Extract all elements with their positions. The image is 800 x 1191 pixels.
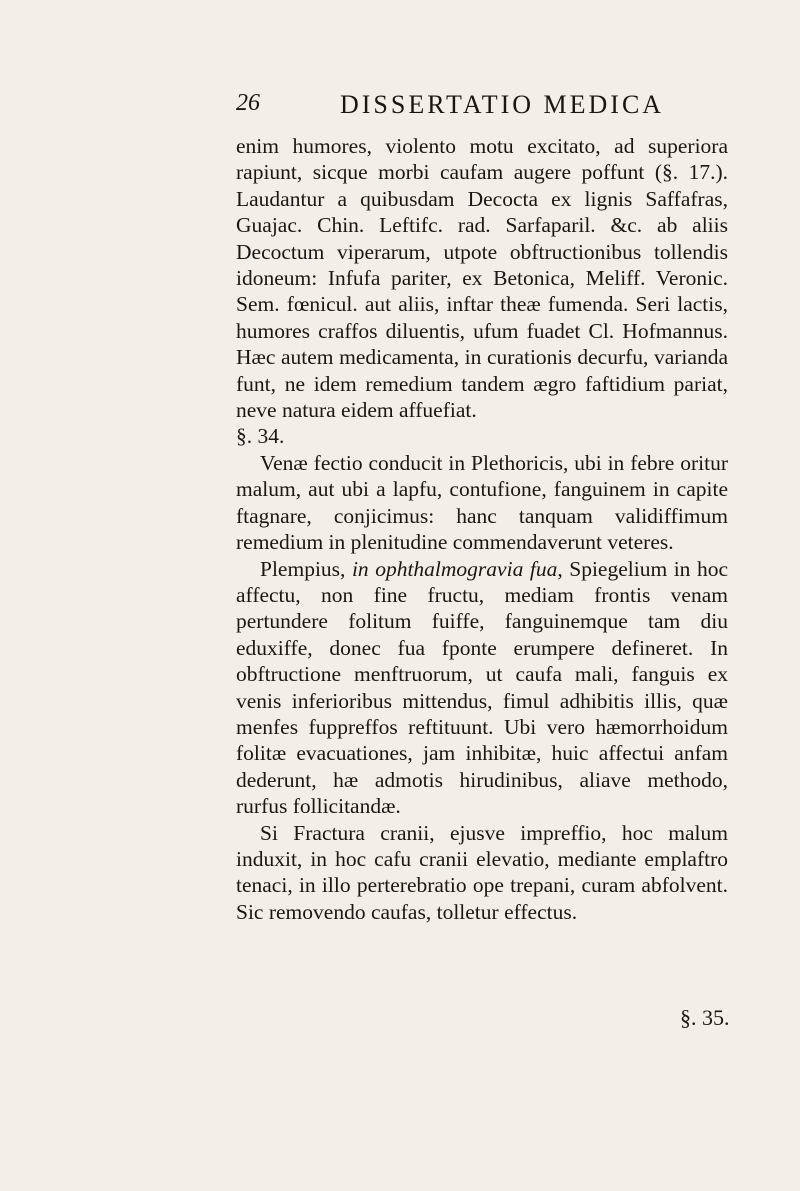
paragraph-1: enim humores, violento motu excitato, ad superiora rapiunt, sicque morbi caufam augere poffunt (§. 17.). Laudantur a quibusdam Decocta ex lignis Saffafras, Guajac. Chin. Leftifc. rad. Sarfaparil. &c. ab aliis Decoctum viperarum, utpote obftructionibus tollendis idoneum: Infufa pariter, ex Betonica, Meliff. Veronic. Sem. fœnicul. aut aliis, inftar theæ fumenda. Seri lactis, humores craffos diluentis, ufum fuadet Cl. Hofmannus. Hæc autem medicamenta, in curationis decurfu, varianda funt, ne idem remedium tandem ægro faftidium pariat, neve natura eidem affuefiat. — [236, 134, 728, 423]
paragraph-3-start: Plempius, — [260, 556, 346, 581]
page-number: 26 — [236, 90, 260, 116]
page-header — [236, 90, 726, 130]
book-title: in ophthalmogravia fua — [351, 556, 558, 581]
catchword: §. 35. — [680, 1005, 730, 1030]
running-title: DISSERTATIO MEDICA — [340, 90, 665, 119]
paragraph-3-rest: , Spiegelium in hoc affectu, non fine fructu, mediam frontis venam pertundere folitum fuiffe, fanguinemque tam diu eduxiffe, donec fua fponte erumpere defineret. In obftructione menftruorum, ut caufa mali, fanguis ex venis inferioribus mittendus, fimul adhibitis illis, quæ menfes fuppreffos reftituunt. Ubi vero hæmorrhoidum folitæ evacuationes, jam inhibitæ, huic affectui anfam dederunt, hæ admotis hirudinibus, aliave methodo, rurfus follicitandæ. — [236, 556, 728, 819]
paragraph-3 — [236, 556, 728, 820]
paragraph-2: Venæ fectio conducit in Plethoricis, ubi in febre oritur malum, aut ubi a lapfu, contufione, fanguinem in capite ftagnare, conjicimus: hanc tanquam validiffimum remedium in plenitudine commendaverunt veteres. — [236, 450, 728, 555]
section-heading-34: §. 34. — [236, 424, 285, 449]
paragraph-4: Si Fractura cranii, ejusve impreffio, hoc malum induxit, in hoc cafu cranii elevatio, mediante emplaftro tenaci, in illo perterebratio ope trepani, curam abfolvent. Sic removendo caufas, tolletur effectus. — [236, 820, 728, 924]
body-text — [236, 133, 728, 925]
